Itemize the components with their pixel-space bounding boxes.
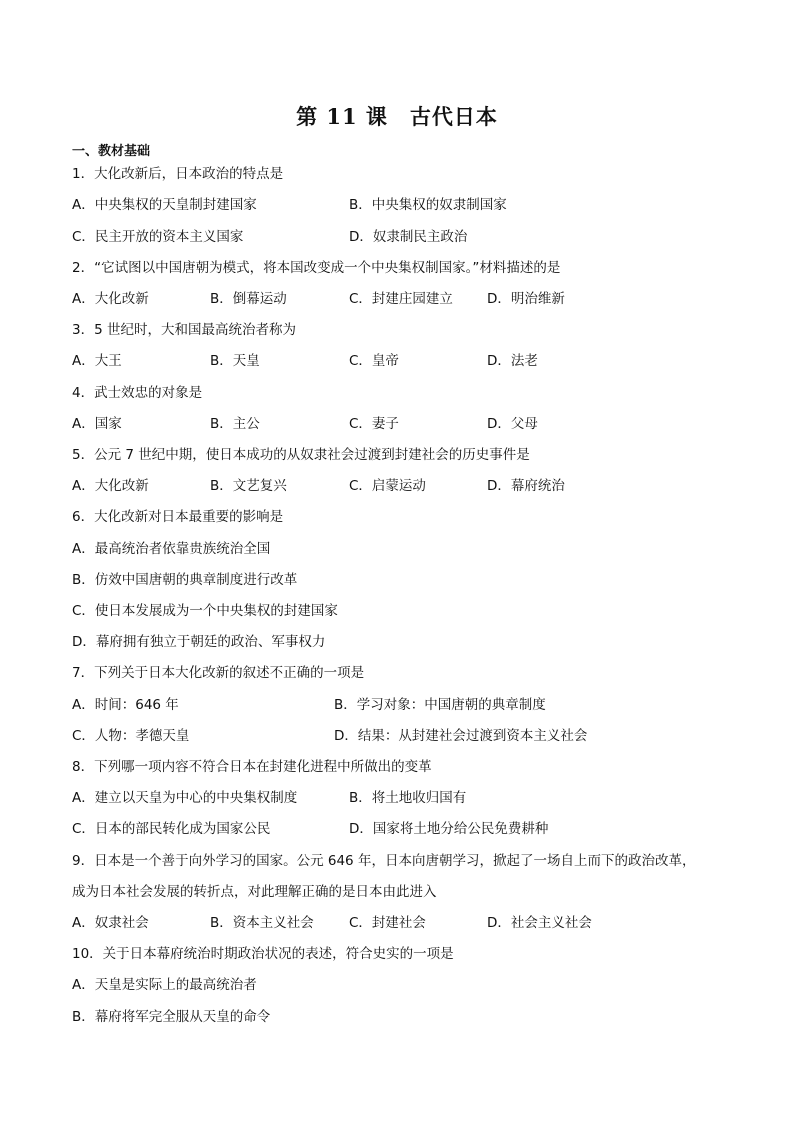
- option: B．资本主义社会: [210, 915, 314, 931]
- option: B．倒幕运动: [210, 291, 287, 307]
- option: D．幕府拥有独立于朝廷的政治、军事权力: [72, 634, 326, 650]
- option: B．天皇: [210, 353, 260, 369]
- option: C．皇帝: [349, 353, 399, 369]
- option: C．使日本发展成为一个中央集权的封建国家: [72, 603, 338, 619]
- option: D．奴隶制民主政治: [349, 229, 468, 245]
- option: B．学习对象：中国唐朝的典章制度: [334, 697, 546, 713]
- question-4: 4．武士效忠的对象是: [72, 385, 203, 401]
- option: A．时间：646 年: [72, 697, 179, 713]
- option: D．父母: [487, 416, 538, 432]
- option: C．封建庄园建立: [349, 291, 453, 307]
- option: B．将土地收归国有: [349, 790, 467, 806]
- question-5: 5．公元 7 世纪中期，使日本成功的从奴隶社会过渡到封建社会的历史事件是: [72, 447, 530, 463]
- option: D．国家将土地分给公民免费耕种: [349, 821, 549, 837]
- question-9-continued: 成为日本社会发展的转折点，对此理解正确的是日本由此进入: [72, 884, 437, 900]
- option: B．仿效中国唐朝的典章制度进行改革: [72, 572, 298, 588]
- question-2: 2．“它试图以中国唐朝为模式，将本国改变成一个中央集权制国家。”材料描述的是: [72, 260, 561, 276]
- option: C．民主开放的资本主义国家: [72, 229, 244, 245]
- option: A．大王: [72, 353, 122, 369]
- option: A．天皇是实际上的最高统治者: [72, 977, 257, 993]
- option: A．大化改新: [72, 291, 149, 307]
- option: A．中央集权的天皇制封建国家: [72, 197, 257, 213]
- question-6: 6．大化改新对日本最重要的影响是: [72, 509, 284, 525]
- question-10: 10．关于日本幕府统治时期政治状况的表述，符合史实的一项是: [72, 946, 454, 962]
- option: C．启蒙运动: [349, 478, 426, 494]
- section-heading: 一、教材基础: [72, 144, 151, 159]
- option: A．最高统治者依靠贵族统治全国: [72, 541, 271, 557]
- question-3: 3．5 世纪时，大和国最高统治者称为: [72, 322, 296, 338]
- option: D．幕府统治: [487, 478, 565, 494]
- option: D．社会主义社会: [487, 915, 592, 931]
- option: B．文艺复兴: [210, 478, 287, 494]
- option: A．建立以天皇为中心的中央集权制度: [72, 790, 298, 806]
- option: A．奴隶社会: [72, 915, 149, 931]
- option: D．结果：从封建社会过渡到资本主义社会: [334, 728, 588, 744]
- option: C．人物：孝德天皇: [72, 728, 190, 744]
- option: C．日本的部民转化成为国家公民: [72, 821, 271, 837]
- option: C．封建社会: [349, 915, 426, 931]
- question-9: 9．日本是一个善于向外学习的国家。公元 646 年，日本向唐朝学习，掀起了一场自上而下的政治改革，: [72, 853, 696, 869]
- option: A．大化改新: [72, 478, 149, 494]
- option: B．主公: [210, 416, 260, 432]
- option: D．明治维新: [487, 291, 565, 307]
- question-7: 7．下列关于日本大化改新的叙述不正确的一项是: [72, 665, 365, 681]
- question-1: 1．大化改新后，日本政治的特点是: [72, 166, 284, 182]
- option: A．国家: [72, 416, 122, 432]
- option: B．幕府将军完全服从天皇的命令: [72, 1009, 271, 1025]
- question-8: 8．下列哪一项内容不符合日本在封建化进程中所做出的变革: [72, 759, 432, 775]
- option: C．妻子: [349, 416, 399, 432]
- page-title: 第 11 课 古代日本: [296, 104, 498, 129]
- option: D．法老: [487, 353, 538, 369]
- option: B．中央集权的奴隶制国家: [349, 197, 507, 213]
